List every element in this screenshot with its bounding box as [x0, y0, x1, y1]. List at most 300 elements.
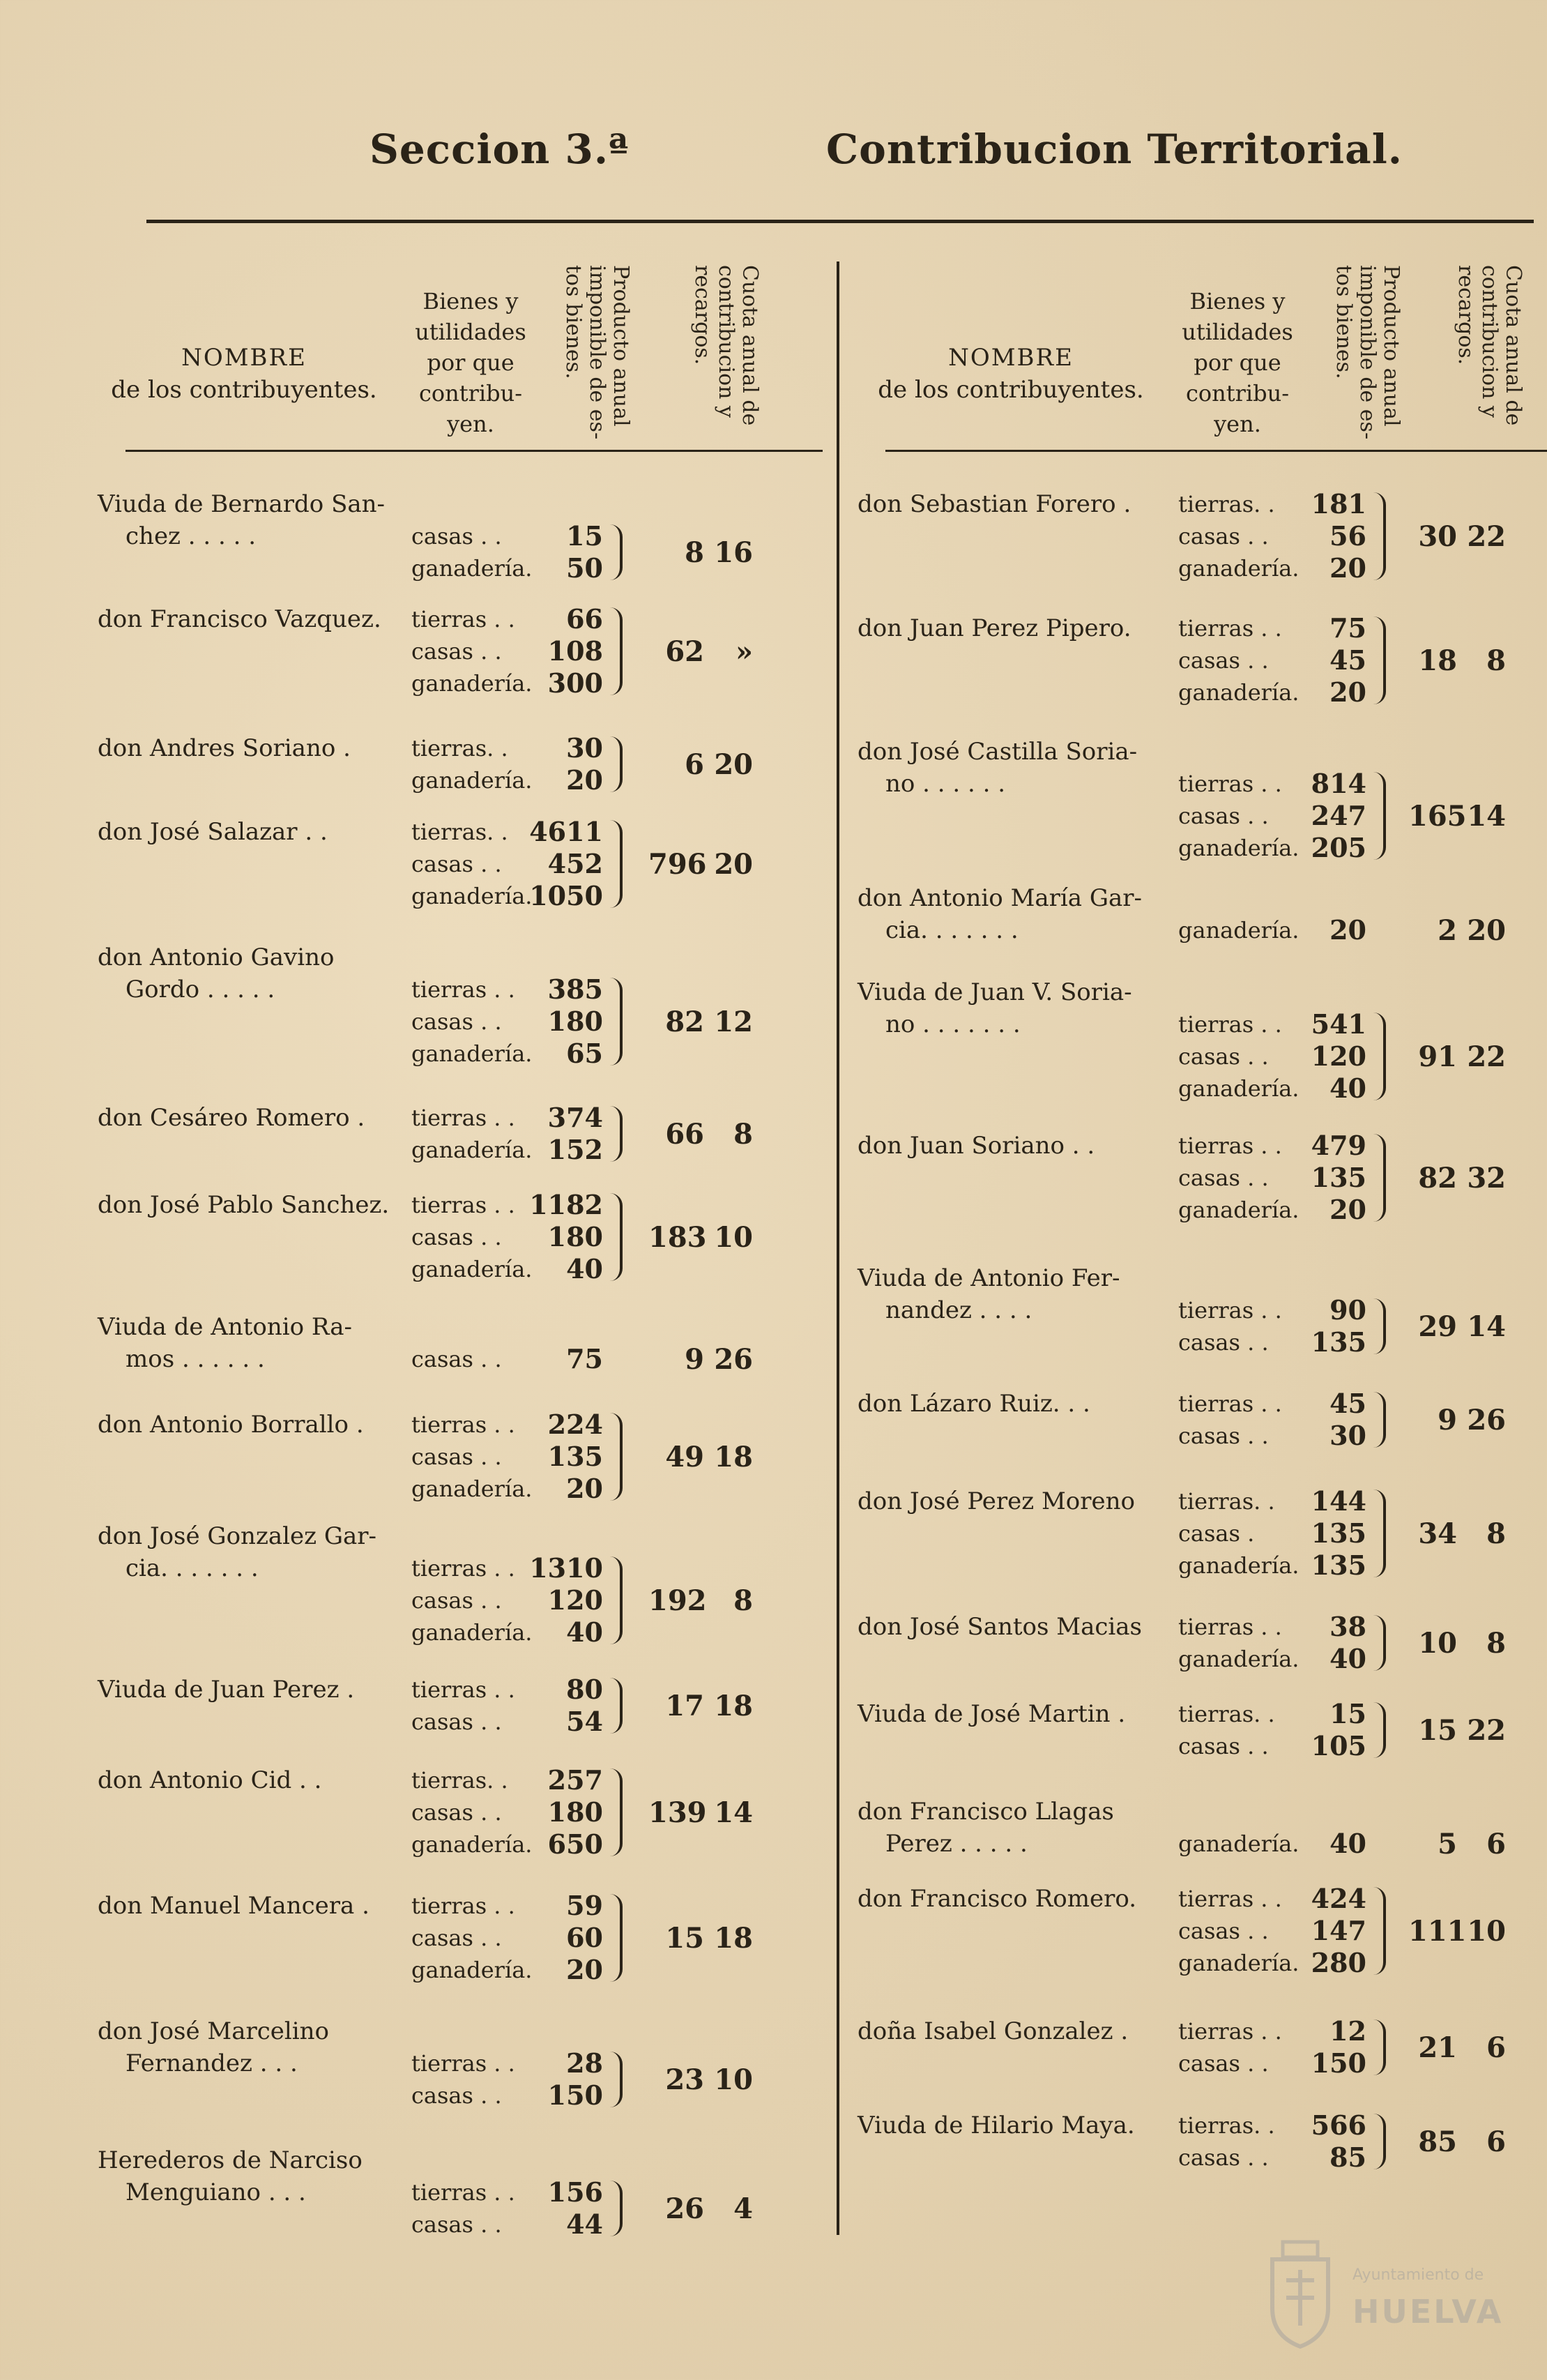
- right-header-nombre-2: de los contribuyentes.: [878, 376, 1144, 404]
- taxable-product-value: 566: [1311, 2109, 1366, 2141]
- property-type: ganadería.: [1178, 1831, 1300, 1857]
- grouping-brace: [610, 524, 623, 580]
- right-header-nombre-1: NOMBRE: [948, 344, 1074, 372]
- taxable-product-value: 135: [1311, 1326, 1366, 1358]
- contributor-name: [858, 2109, 1135, 2142]
- taxable-products: [516, 2047, 603, 2112]
- property-types: [411, 2176, 515, 2241]
- quota-maravedis: 14: [1467, 800, 1506, 833]
- annual-quota: [648, 2063, 753, 2096]
- quota-reales: 15: [1418, 1714, 1457, 1747]
- contributor-name: [98, 1311, 352, 1375]
- watermark-stamp: [1262, 2238, 1504, 2357]
- right-header-bienes-line: contribu-: [1185, 380, 1290, 407]
- watermark-line2: HUELVA: [1352, 2293, 1504, 2330]
- contributor-name-line: Viuda de Hilario Maya.: [858, 2112, 1135, 2139]
- contributor-name-line: Viuda de Bernardo San-: [98, 490, 386, 518]
- property-type: tierras. .: [1178, 491, 1275, 517]
- contributor-name-line: don Francisco Vazquez.: [98, 605, 381, 633]
- quota-reales: 82: [665, 1006, 704, 1038]
- property-types: [411, 2047, 515, 2112]
- taxable-product-value: 135: [1311, 1549, 1366, 1581]
- contributor-name-line: doña Isabel Gonzalez .: [858, 2017, 1129, 2045]
- taxable-product-value: 28: [566, 2047, 603, 2079]
- contributor-name-line: don Sebastian Forero .: [858, 490, 1131, 518]
- taxable-product-value: 56: [1329, 520, 1366, 552]
- grouping-brace: [610, 2052, 623, 2107]
- annual-quota: [1408, 1714, 1506, 1747]
- annual-quota: [1408, 2031, 1506, 2064]
- property-type: tierras. .: [1178, 1701, 1275, 1727]
- quota-reales: 17: [665, 1690, 704, 1722]
- taxable-product-value: 479: [1311, 1130, 1366, 1161]
- taxable-product-value: 156: [547, 2176, 603, 2208]
- taxable-product-value: 45: [1329, 644, 1366, 676]
- taxable-products: [1276, 2015, 1366, 2079]
- quota-maravedis: 18: [714, 1690, 753, 1722]
- contributor-name: [858, 1796, 1114, 1860]
- property-type: casas . .: [411, 2082, 502, 2109]
- contributor-name-line: Menguiano . . .: [125, 2178, 306, 2206]
- annual-quota: [648, 1118, 753, 1151]
- crest-icon: [1262, 2238, 1339, 2350]
- quota-maravedis: 22: [1467, 1040, 1506, 1073]
- property-type: tierras . .: [411, 1192, 515, 1218]
- taxable-product-value: 60: [566, 1922, 603, 1953]
- property-type: casas . .: [411, 523, 502, 549]
- grouping-brace: [610, 2181, 623, 2236]
- property-types: [1178, 2109, 1275, 2174]
- property-type: ganadería.: [1178, 835, 1300, 861]
- quota-reales: 5: [1438, 1828, 1457, 1860]
- property-types: [411, 1674, 515, 1738]
- annual-quota: [1408, 1627, 1506, 1660]
- quota-maravedis: 8: [1486, 644, 1506, 677]
- property-type: tierras . .: [411, 1893, 515, 1919]
- taxable-product-value: 80: [566, 1674, 603, 1705]
- quota-maravedis: 8: [733, 1584, 753, 1617]
- grouping-brace: [610, 1106, 623, 1162]
- contributor-name: [98, 2015, 329, 2079]
- taxable-product-value: 1182: [529, 1189, 603, 1220]
- grouping-brace: [1373, 616, 1386, 704]
- property-types: [411, 816, 532, 912]
- taxable-products: [1276, 2109, 1366, 2174]
- contributor-name-line: Perez . . . . .: [885, 1830, 1028, 1858]
- property-type: tierras . .: [1178, 771, 1282, 797]
- taxable-product-value: 144: [1311, 1485, 1366, 1517]
- contributor-name: [858, 1698, 1125, 1730]
- property-type: ganadería.: [1178, 1646, 1300, 1672]
- quota-maravedis: 14: [714, 1796, 753, 1829]
- taxable-product-value: 40: [566, 1253, 603, 1284]
- property-type: tierras . .: [411, 2179, 515, 2206]
- quota-reales: 91: [1418, 1040, 1457, 1073]
- grouping-brace: [1373, 2114, 1386, 2169]
- left-header-nombre-2: de los contribuyentes.: [111, 376, 377, 404]
- contributor-name-line: don José Santos Macias: [858, 1613, 1142, 1641]
- property-types: [411, 1890, 532, 1986]
- right-header-cuota: Cuota anual de contribucion y recargos.: [1454, 265, 1525, 426]
- contributor-name: [858, 2015, 1128, 2047]
- contributor-name-line: don José Marcelino: [98, 2017, 330, 2045]
- property-type: tierras . .: [1178, 1886, 1282, 1912]
- contributor-name-line: don Lázaro Ruiz. . .: [858, 1390, 1090, 1418]
- taxable-product-value: 257: [547, 1764, 603, 1796]
- contributor-name-line: don José Gonzalez Gar-: [98, 1522, 377, 1550]
- property-type: ganadería.: [1178, 1197, 1300, 1223]
- taxable-products: [1276, 1698, 1366, 1762]
- taxable-products: [1276, 1294, 1366, 1358]
- property-type: tierras . .: [1178, 1011, 1282, 1038]
- taxable-product-value: 650: [547, 1828, 603, 1860]
- property-type: casas . .: [1178, 1733, 1269, 1759]
- taxable-product-value: 120: [547, 1584, 603, 1616]
- quota-maravedis: 18: [714, 1441, 753, 1473]
- contributor-name-line: mos . . . . . .: [125, 1345, 265, 1373]
- taxable-product-value: 4611: [529, 816, 603, 847]
- annual-quota: [648, 848, 753, 881]
- property-type: casas . .: [1178, 1423, 1269, 1449]
- taxable-products: [516, 1552, 603, 1648]
- taxable-product-value: 150: [547, 2079, 603, 2111]
- quota-reales: 66: [665, 1118, 704, 1151]
- contributor-name: [858, 1388, 1090, 1420]
- taxable-product-value: 40: [1329, 1072, 1366, 1104]
- top-rule: [146, 220, 1534, 223]
- right-header-producto: Producto anual imponible de es- tos bienes.: [1332, 265, 1403, 440]
- taxable-product-value: 1310: [529, 1552, 603, 1584]
- annual-quota: [1408, 1915, 1506, 1948]
- quota-maravedis: 18: [714, 1922, 753, 1955]
- contributor-name: [858, 1130, 1095, 1162]
- property-type: casas . .: [411, 638, 502, 665]
- annual-quota: [1408, 1040, 1506, 1073]
- quota-reales: 192: [648, 1584, 707, 1617]
- property-types: [1178, 1294, 1282, 1358]
- property-type: ganadería.: [1178, 917, 1300, 943]
- property-type: ganadería.: [411, 670, 533, 697]
- taxable-product-value: 85: [1329, 2142, 1366, 2173]
- property-type: ganadería.: [411, 1957, 533, 1983]
- taxable-product-value: 135: [547, 1441, 603, 1472]
- grouping-brace: [610, 820, 623, 908]
- property-type: casas . .: [411, 1008, 502, 1035]
- property-type: tierras . .: [1178, 2018, 1282, 2045]
- quota-reales: 15: [665, 1922, 704, 1955]
- grouping-brace: [1373, 2019, 1386, 2075]
- quota-reales: 9: [685, 1343, 704, 1376]
- grouping-brace: [610, 1678, 623, 1734]
- taxable-products: [516, 1674, 603, 1738]
- taxable-product-value: 150: [1311, 2047, 1366, 2079]
- taxable-product-value: 135: [1311, 1517, 1366, 1549]
- taxable-product-value: 300: [547, 667, 603, 699]
- taxable-products: [1276, 768, 1366, 864]
- property-type: casas .: [1178, 1520, 1255, 1547]
- taxable-product-value: 452: [547, 848, 603, 879]
- quota-maravedis: 20: [1467, 914, 1506, 947]
- taxable-products: [516, 2176, 603, 2241]
- quota-reales: 18: [1418, 644, 1457, 677]
- contributor-name-line: don Antonio Borrallo .: [98, 1411, 364, 1439]
- annual-quota: [648, 1796, 753, 1829]
- taxable-product-value: 374: [547, 1102, 603, 1133]
- taxable-product-value: 45: [1329, 1388, 1366, 1419]
- taxable-product-value: 54: [566, 1706, 603, 1737]
- property-type: casas . .: [411, 1587, 502, 1614]
- taxable-product-value: 38: [1329, 1611, 1366, 1642]
- contributor-name-line: no . . . . . . .: [885, 1010, 1021, 1038]
- property-type: casas . .: [1178, 1329, 1269, 1356]
- contributor-name: [858, 976, 1132, 1040]
- contributor-name: [98, 816, 328, 848]
- taxable-product-value: 20: [1329, 914, 1366, 946]
- contributor-name-line: don Antonio Gavino: [98, 943, 335, 971]
- property-type: ganadería.: [411, 1619, 533, 1646]
- taxable-product-value: 385: [547, 973, 603, 1005]
- taxable-product-value: 20: [566, 764, 603, 796]
- grouping-brace: [610, 1894, 623, 1982]
- property-types: [411, 520, 532, 584]
- quota-maravedis: 20: [714, 848, 753, 881]
- quota-maravedis: 26: [714, 1343, 753, 1376]
- taxable-product-value: 135: [1311, 1162, 1366, 1193]
- quota-maravedis: 32: [1467, 1162, 1506, 1195]
- annual-quota: [648, 536, 753, 569]
- property-type: tierras. .: [411, 1767, 508, 1794]
- quota-maravedis: 8: [1486, 1627, 1506, 1660]
- taxable-product-value: 20: [566, 1473, 603, 1504]
- annual-quota: [648, 2192, 753, 2225]
- property-type: ganadería.: [411, 1831, 533, 1858]
- section-number: Seccion 3.ª: [369, 126, 630, 173]
- property-type: ganadería.: [1178, 555, 1300, 582]
- quota-maravedis: 14: [1467, 1310, 1506, 1343]
- contributor-name: [98, 1520, 376, 1584]
- contributor-name-line: don Andres Soriano .: [98, 734, 351, 762]
- property-types: [411, 1189, 532, 1285]
- grouping-brace: [1373, 772, 1386, 860]
- annual-quota: [1408, 520, 1506, 553]
- property-type: casas . .: [1178, 2050, 1269, 2077]
- grouping-brace: [1373, 1392, 1386, 1448]
- contributor-name-line: don Cesáreo Romero .: [98, 1104, 365, 1132]
- taxable-product-value: 20: [1329, 676, 1366, 708]
- taxable-products: [1276, 1611, 1366, 1675]
- quota-reales: 34: [1418, 1517, 1457, 1550]
- taxable-product-value: 66: [566, 603, 603, 635]
- grouping-brace: [1373, 1134, 1386, 1222]
- contributor-name-line: nandez . . . .: [885, 1296, 1032, 1324]
- watermark-line1: Ayuntamiento de: [1352, 2266, 1484, 2284]
- annual-quota: [1408, 1162, 1506, 1195]
- quota-reales: 183: [648, 1221, 707, 1254]
- contributor-name-line: don Francisco Llagas: [858, 1798, 1114, 1826]
- taxable-products: [516, 1409, 603, 1505]
- left-header-rule: [125, 450, 823, 452]
- property-type: ganadería.: [411, 883, 533, 909]
- taxable-product-value: 152: [547, 1134, 603, 1165]
- taxable-product-value: 180: [547, 1006, 603, 1037]
- quota-reales: 139: [648, 1796, 707, 1829]
- taxable-products: [516, 1102, 603, 1166]
- right-header-bienes: [1175, 286, 1300, 439]
- contributor-name-line: chez . . . . .: [125, 522, 257, 550]
- taxable-product-value: 224: [547, 1409, 603, 1440]
- contributor-name-line: no . . . . . .: [885, 770, 1006, 798]
- property-type: casas . .: [411, 2211, 502, 2238]
- property-types: [411, 1764, 532, 1860]
- contributor-name-line: Viuda de Juan Perez .: [98, 1676, 355, 1704]
- contributor-name: [858, 488, 1131, 520]
- quota-reales: 85: [1418, 2125, 1457, 2158]
- contributor-name: [858, 1485, 1135, 1517]
- taxable-product-value: 30: [1329, 1420, 1366, 1451]
- left-header-bienes-line: yen.: [447, 411, 494, 437]
- property-types: [411, 1409, 532, 1505]
- taxable-products: [516, 603, 603, 699]
- quota-maravedis: 4: [733, 2192, 753, 2225]
- taxable-product-value: 15: [1329, 1698, 1366, 1729]
- left-header-producto: Producto anual imponible de es- tos bienes.: [561, 265, 633, 440]
- quota-reales: 62: [665, 635, 704, 668]
- annual-quota: [1408, 800, 1506, 833]
- taxable-products: [516, 1189, 603, 1285]
- property-type: casas . .: [411, 1346, 502, 1372]
- property-type: casas . .: [411, 1925, 502, 1951]
- quota-reales: 23: [665, 2063, 704, 2096]
- contributor-name: [98, 1409, 364, 1441]
- property-type: casas . .: [1178, 1043, 1269, 1070]
- quota-reales: 21: [1418, 2031, 1457, 2064]
- property-type: ganadería.: [411, 1476, 533, 1502]
- grouping-brace: [1373, 1013, 1386, 1100]
- property-type: ganadería.: [411, 555, 533, 582]
- grouping-brace: [610, 1413, 623, 1501]
- annual-quota: [1408, 2125, 1506, 2158]
- taxable-products: [1276, 1130, 1366, 1226]
- taxable-product-value: 180: [547, 1796, 603, 1828]
- grouping-brace: [1373, 1615, 1386, 1671]
- property-types: [1178, 2015, 1282, 2079]
- property-type: casas . .: [1178, 803, 1269, 829]
- property-types: [411, 973, 532, 1070]
- quota-maravedis: 10: [1467, 1915, 1506, 1948]
- left-header-nombre: [98, 342, 390, 406]
- contributor-name: [98, 941, 334, 1006]
- contributor-name: [858, 1262, 1120, 1326]
- contributor-name: [98, 2144, 363, 2208]
- quota-maravedis: »: [736, 635, 753, 668]
- grouping-brace: [610, 1193, 623, 1281]
- taxable-product-value: 147: [1311, 1915, 1366, 1946]
- quota-maravedis: 6: [1486, 1828, 1506, 1860]
- quota-maravedis: 22: [1467, 1714, 1506, 1747]
- taxable-product-value: 65: [566, 1038, 603, 1069]
- contributor-name: [98, 1102, 365, 1134]
- taxable-products: [1276, 914, 1366, 946]
- taxable-products: [516, 1890, 603, 1986]
- left-header-cuota: Cuota anual de contribucion y recargos.: [690, 265, 762, 426]
- property-types: [411, 1552, 532, 1648]
- grouping-brace: [1373, 1702, 1386, 1758]
- property-type: tierras . .: [1178, 615, 1282, 642]
- taxable-product-value: 180: [547, 1221, 603, 1252]
- grouping-brace: [610, 1556, 623, 1644]
- property-type: casas . .: [1178, 1165, 1269, 1191]
- quota-reales: 9: [1438, 1404, 1457, 1437]
- property-types: [411, 732, 532, 796]
- taxable-product-value: 75: [1329, 612, 1366, 644]
- annual-quota: [648, 748, 753, 781]
- contributor-name: [858, 1611, 1142, 1643]
- contributor-name: [98, 732, 351, 764]
- taxable-products: [1276, 1828, 1366, 1860]
- right-header-bienes-line: por que: [1194, 349, 1281, 376]
- taxable-products: [1276, 488, 1366, 584]
- contributor-name-line: don Manuel Mancera .: [98, 1892, 369, 1920]
- property-type: casas . .: [1178, 647, 1269, 674]
- property-type: ganadería.: [1178, 1552, 1300, 1579]
- taxable-product-value: 20: [566, 1954, 603, 1985]
- taxable-products: [516, 973, 603, 1070]
- quota-reales: 49: [665, 1441, 704, 1473]
- quota-maravedis: 8: [1486, 1517, 1506, 1550]
- property-types: [411, 1343, 502, 1375]
- taxable-product-value: 247: [1311, 800, 1366, 831]
- right-header-bienes-line: yen.: [1214, 411, 1261, 437]
- taxable-products: [1276, 1388, 1366, 1452]
- grouping-brace: [1373, 1887, 1386, 1975]
- contributor-name: [98, 1674, 354, 1706]
- property-type: casas . .: [411, 1224, 502, 1250]
- taxable-product-value: 280: [1311, 1947, 1366, 1978]
- quota-reales: 165: [1408, 800, 1467, 833]
- property-type: ganadería.: [411, 1040, 533, 1067]
- property-type: tierras . .: [1178, 1132, 1282, 1159]
- taxable-product-value: 75: [566, 1343, 603, 1374]
- taxable-product-value: 541: [1311, 1008, 1366, 1040]
- annual-quota: [648, 635, 753, 668]
- taxable-product-value: 12: [1329, 2015, 1366, 2047]
- property-type: ganadería.: [1178, 679, 1300, 706]
- property-type: casas . .: [411, 1443, 502, 1470]
- quota-reales: 10: [1418, 1627, 1457, 1660]
- quota-reales: 30: [1418, 520, 1457, 553]
- left-header-bienes-line: Bienes y: [422, 288, 519, 314]
- grouping-brace: [610, 607, 623, 695]
- taxable-product-value: 50: [566, 552, 603, 584]
- contributor-name-line: don Antonio Cid . .: [98, 1766, 322, 1794]
- annual-quota: [1408, 1310, 1506, 1343]
- property-type: casas . .: [411, 1799, 502, 1826]
- contributor-name-line: don José Salazar . .: [98, 818, 328, 846]
- grouping-brace: [1373, 1490, 1386, 1577]
- grouping-brace: [610, 978, 623, 1066]
- annual-quota: [648, 1922, 753, 1955]
- property-type: tierras . .: [411, 1555, 515, 1582]
- annual-quota: [648, 1441, 753, 1473]
- taxable-products: [1276, 1008, 1366, 1105]
- property-type: casas . .: [411, 1708, 502, 1735]
- taxable-product-value: 90: [1329, 1294, 1366, 1326]
- quota-reales: 82: [1418, 1162, 1457, 1195]
- property-type: tierras . .: [411, 1411, 515, 1438]
- annual-quota: [1408, 1404, 1506, 1437]
- taxable-product-value: 20: [1329, 1194, 1366, 1225]
- contributor-name-line: don José Perez Moreno: [858, 1487, 1136, 1515]
